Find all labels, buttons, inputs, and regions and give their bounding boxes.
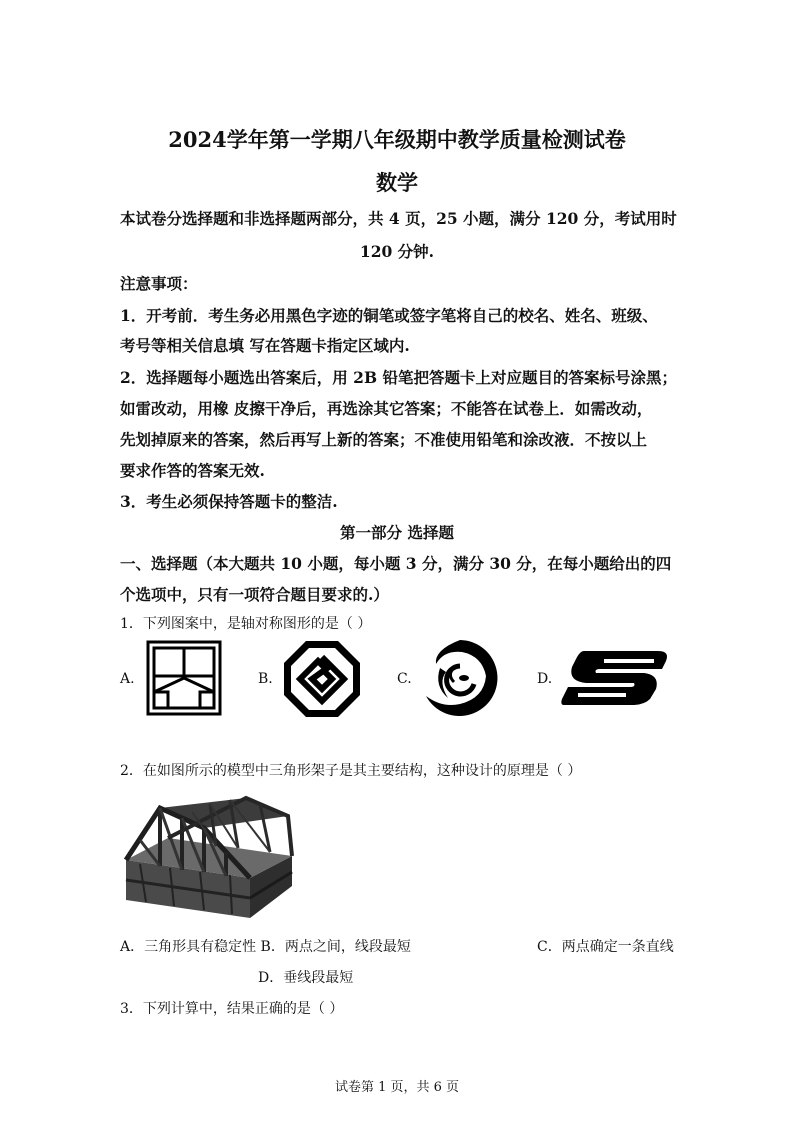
q1-option-b-label: B. (258, 671, 273, 687)
notice-line: 考号等相关信息填 写在答题卡指定区域内. (120, 336, 410, 355)
q2-option-ab: A．三角形具有稳定性 B．两点之间，线段最短 (120, 939, 411, 955)
q1-option-b-figure (282, 639, 362, 719)
notice-line: 先划掉原来的答案，然后再写上新的答案；不准使用铅笔和涂改液．不按以上 (120, 430, 648, 449)
notice-line: 如雷改动，用橡 皮擦干净后，再选涂其它答案；不能答在试卷上．如需改动， (120, 399, 653, 418)
notice-line: 3．考生必须保持答题卡的整洁. (120, 492, 338, 511)
question-1-text: 1．下列图案中，是轴对称图形的是（ ） (120, 616, 372, 632)
q1-option-c-figure (420, 638, 500, 718)
q1-option-a-label: A. (120, 671, 135, 687)
notice-line: 1．开考前．考生务必用黑色字迹的铜笔或签字笔将自己的校名、姓名、班级、 (120, 306, 658, 325)
q1-option-d-figure (560, 647, 672, 709)
notice-heading: 注意事项： (120, 274, 198, 293)
subject-title: 数学 (376, 170, 418, 195)
section-heading-line-2: 个选项中，只有一项符合题目要求的.） (120, 585, 389, 604)
question-3-text: 3．下列计算中，结果正确的是（ ） (120, 1001, 344, 1017)
question-2-text: 2．在如图所示的模型中三角形架子是其主要结构，这种设计的原理是（ ） (120, 763, 582, 779)
notice-line: 2．选择题每小题选出答案后，用 2B 铅笔把答题卡上对应题目的答案标号涂黑； (120, 368, 677, 387)
q1-option-c-label: C. (397, 671, 412, 687)
part1-heading: 第一部分 选择题 (340, 523, 454, 542)
q2-option-c: C．两点确定一条直线 (537, 939, 674, 955)
notice-line: 要求作答的答案无效. (120, 461, 265, 480)
q1-option-d-label: D. (537, 671, 553, 687)
q1-option-a-figure (146, 640, 222, 716)
intro-line-2: 120 分钟. (359, 242, 435, 261)
exam-title: 2024学年第一学期八年级期中教学质量检测试卷 (168, 127, 626, 152)
q2-option-d: D．垂线段最短 (258, 970, 354, 986)
page-footer: 试卷第 1 页，共 6 页 (334, 1080, 460, 1095)
intro-line-1: 本试卷分选择题和非选择题两部分，共 4 页，25 小题，满分 120 分，考试用时 (120, 209, 677, 228)
q2-bridge-truss-figure (120, 790, 298, 920)
section-heading-line-1: 一、选择题（本大题共 10 小题，每小题 3 分，满分 30 分，在每小题给出的四 (120, 554, 672, 573)
